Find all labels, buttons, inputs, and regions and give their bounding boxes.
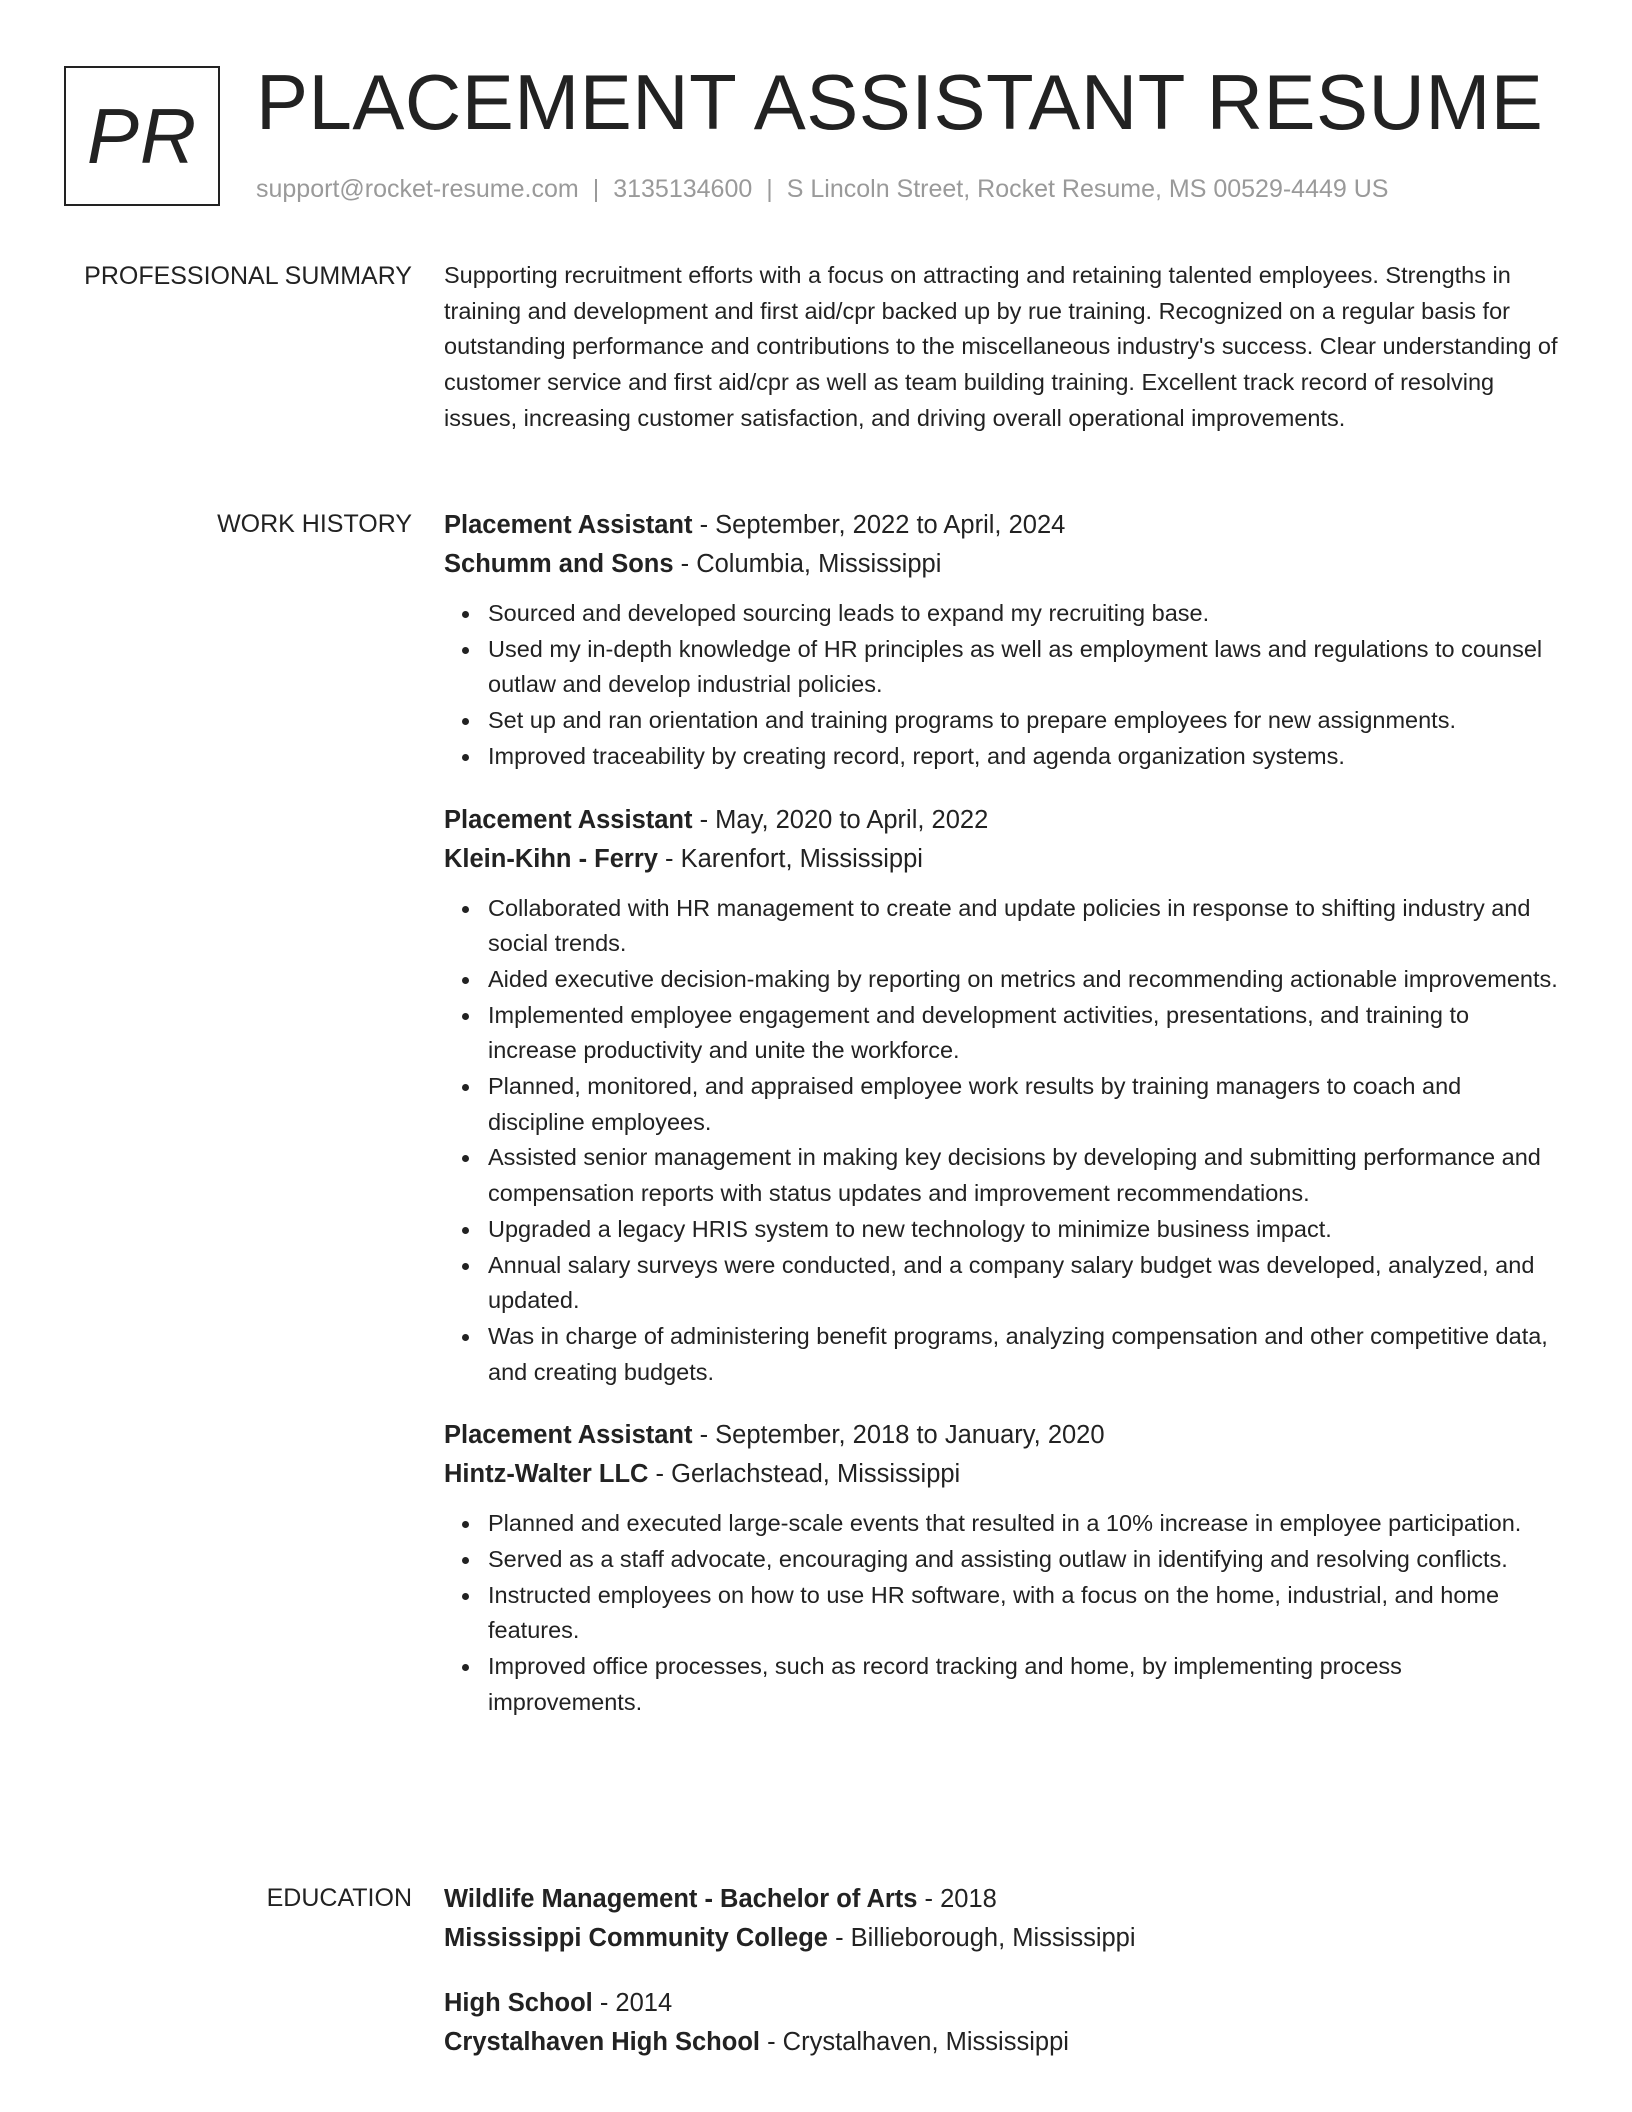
education-school: Mississippi Community College [444, 1924, 828, 1952]
job-title-line [444, 506, 1560, 545]
job-title: Placement Assistant [444, 511, 693, 539]
work-history-heading: WORK HISTORY [217, 510, 412, 538]
education-year: - 2014 [592, 1989, 673, 2017]
job-bullet: Assisted senior management in making key decisions by developing and submitting performance and compensation reports with status updates and improvement recommendations. [488, 1140, 1560, 1211]
job-location: - Karenfort, Mississippi [657, 844, 923, 873]
job-title-line [444, 1416, 1560, 1455]
job-company: Schumm and Sons [444, 550, 674, 578]
job-title-line [444, 801, 1560, 840]
contact-email: support@rocket-resume.com [256, 175, 579, 203]
education-degree-line [444, 1984, 1560, 2023]
job-dates: - September, 2022 to April, 2024 [692, 511, 1066, 539]
contact-address: S Lincoln Street, Rocket Resume, MS 00529-4449 US [786, 175, 1389, 203]
job-location: - Columbia, Mississippi [673, 550, 942, 578]
job-bullet: Annual salary surveys were conducted, and a company salary budget was developed, analyzed, and updated. [488, 1248, 1560, 1319]
job-bullet: Planned and executed large-scale events that resulted in a 10% increase in employee participation. [488, 1506, 1560, 1542]
summary-text: Supporting recruitment efforts with a focus on attracting and retaining talented employees. Strengths in training and development and first aid/cpr backed up by rue training. Recognized on a regular basis for outstanding performance and contributions to the miscellaneous industry's success. Clear understanding of customer service and first aid/cpr as well as team building training. Excellent track record of resolving issues, increasing customer satisfaction, and driving overall operational improvements. [444, 262, 1558, 431]
education-degree-line [444, 1880, 1560, 1919]
education-degree: Wildlife Management - Bachelor of Arts [444, 1885, 918, 1913]
education-year: - 2018 [917, 1885, 997, 1913]
job-bullets [444, 891, 1560, 1391]
job-bullet: Sourced and developed sourcing leads to expand my recruiting base. [488, 596, 1560, 632]
job-title: Placement Assistant [444, 805, 693, 834]
resume-title: PLACEMENT ASSISTANT RESUME [256, 58, 1544, 146]
education-entry [444, 1880, 1560, 1958]
job-entry [444, 506, 1560, 775]
education-school-line [444, 1919, 1560, 1958]
job-company-line [444, 840, 1560, 879]
job-dates: - May, 2020 to April, 2022 [692, 805, 989, 834]
job-company-line [444, 545, 1560, 584]
job-title: Placement Assistant [444, 1421, 693, 1450]
summary-body [444, 258, 1560, 437]
job-bullet: Improved traceability by creating record, report, and agenda organization systems. [488, 739, 1560, 775]
job-company: Hintz-Walter LLC [444, 1460, 649, 1489]
education-location: - Billieborough, Mississippi [827, 1924, 1136, 1952]
job-bullets [444, 596, 1560, 775]
summary-heading: PROFESSIONAL SUMMARY [84, 262, 412, 290]
education-heading: EDUCATION [266, 1884, 412, 1912]
job-bullet: Was in charge of administering benefit programs, analyzing compensation and other competitive data, and creating budgets. [488, 1319, 1560, 1390]
job-entry [444, 1416, 1560, 1720]
job-bullet: Implemented employee engagement and development activities, presentations, and training to increase productivity and unite the workforce. [488, 998, 1560, 1069]
education-entry [444, 1984, 1560, 2062]
job-bullet: Collaborated with HR management to create and update policies in response to shifting industry and social trends. [488, 891, 1560, 962]
contact-line [256, 172, 1388, 206]
job-bullet: Planned, monitored, and appraised employee work results by training managers to coach and discipline employees. [488, 1069, 1560, 1140]
job-dates: - September, 2018 to January, 2020 [692, 1421, 1105, 1450]
job-bullet: Instructed employees on how to use HR software, with a focus on the home, industrial, and home features. [488, 1578, 1560, 1649]
job-location: - Gerlachstead, Mississippi [648, 1460, 961, 1489]
monogram-logo: PR [64, 66, 220, 206]
education-body [444, 1880, 1560, 2062]
job-bullet: Improved office processes, such as record tracking and home, by implementing process improvements. [488, 1649, 1560, 1720]
education-location: - Crystalhaven, Mississippi [760, 2028, 1069, 2056]
job-entry [444, 801, 1560, 1391]
contact-phone: 3135134600 [613, 175, 753, 203]
education-school-line [444, 2023, 1560, 2062]
job-bullet: Set up and ran orientation and training programs to prepare employees for new assignments. [488, 703, 1560, 739]
job-company: Klein-Kihn - Ferry [444, 844, 658, 873]
education-degree: High School [444, 1989, 593, 2017]
job-company-line [444, 1455, 1560, 1494]
job-bullet: Served as a staff advocate, encouraging and assisting outlaw in identifying and resolving conflicts. [488, 1542, 1560, 1578]
education-school: Crystalhaven High School [444, 2028, 760, 2056]
job-bullet: Upgraded a legacy HRIS system to new technology to minimize business impact. [488, 1212, 1560, 1248]
contact-separator: | [592, 175, 600, 203]
job-bullet: Aided executive decision-making by reporting on metrics and recommending actionable improvements. [488, 962, 1560, 998]
work-history-body [444, 506, 1560, 1721]
job-bullets [444, 1506, 1560, 1720]
contact-separator: | [766, 175, 773, 203]
job-bullet: Used my in-depth knowledge of HR principles as well as employment laws and regulations to counsel outlaw and develop industrial policies. [488, 632, 1560, 703]
